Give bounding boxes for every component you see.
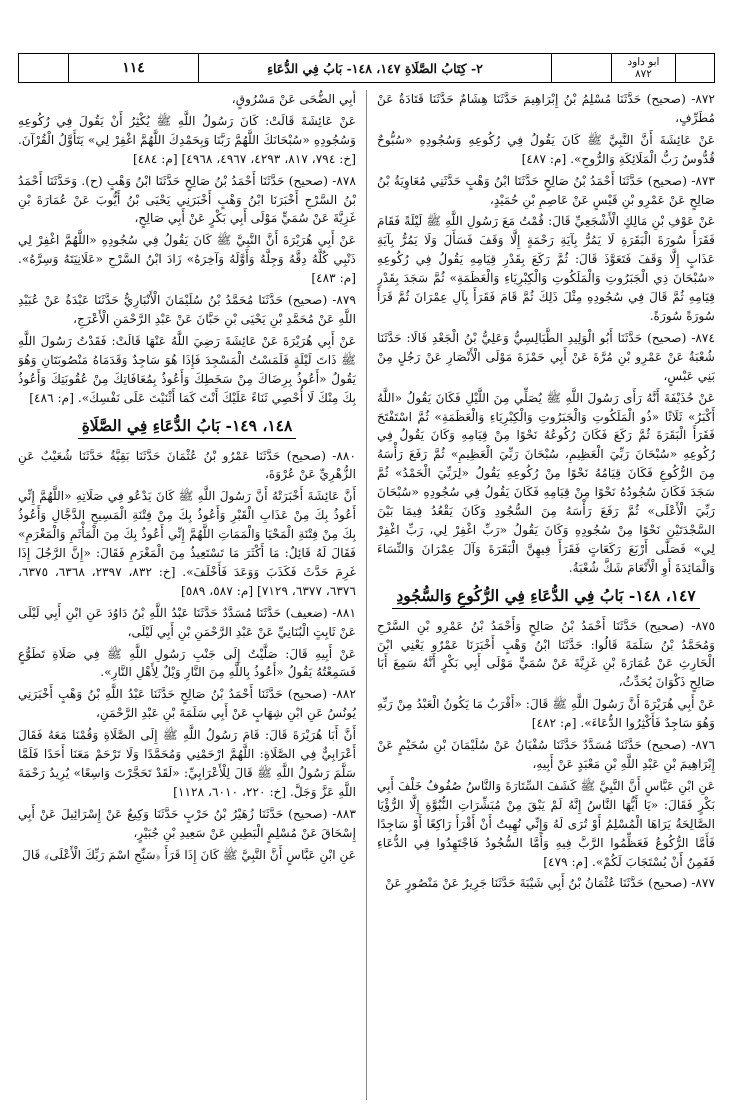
hadith-paragraph: عَنْ عَائِشَةَ قَالَتْ: كَانَ رَسُولُ اللَّهِ ﷺ يُكْثِرُ أَنْ يَقُولَ فِي رُكُوعِهِ وَسُجُودِهِ «سُبْحَانَكَ اللَّهُمَّ رَبَّنَا وَبِحَمْدِكَ اللَّهُمَّ اغْفِرْ لِي» يَتَأَوَّلُ الْقُرْآنَ. [خ: ٧٩٤، ٨١٧، ٤٢٩٣، ٤٩٦٧، ٤٩٦٨] [م: ٤٨٤] (18, 113, 356, 166)
column-divider (366, 90, 367, 1100)
hadith-paragraph: عَنْ عَوْفِ بْنِ مَالِكٍ الْأَشْجَعِيِّ قَالَ: قُمْتُ مَعَ رَسُولِ اللَّهِ ﷺ لَيْلَةً فَقَامَ فَقَرَأَ سُورَةَ الْبَقَرَةِ لَا يَمُرُّ بِآيَةِ رَحْمَةٍ إِلَّا وَقَفَ فَسَأَلَ وَلَا يَمُرُّ بِآيَةِ عَذَابٍ إِلَّا وَقَفَ فَتَعَوَّذَ قَالَ: ثُمَّ رَكَعَ بِقَدْرِ قِيَامِهِ يَقُولُ فِي رُكُوعِهِ «سُبْحَانَ ذِي الْجَبَرُوتِ وَالْمَلَكُوتِ وَالْكِبْرِيَاءِ وَالْعَظَمَةِ» ثُمَّ سَجَدَ بِقَدْرِ قِيَامِهِ ثُمَّ قَالَ فِي سُجُودِهِ مِثْلَ ذَلِكَ ثُمَّ قَامَ فَقَرَأَ بِآلِ عِمْرَانَ ثُمَّ قَرَأَ سُورَةً سُورَةً. (377, 214, 715, 323)
hadith-paragraph: عَنِ ابْنِ عَبَّاسٍ أَنَّ النَّبِيَّ ﷺ كَشَفَ السِّتَارَةَ وَالنَّاسُ صُفُوفٌ خَلْفَ أَبِي بَكْرٍ فَقَالَ: «يَا أَيُّهَا النَّاسُ إِنَّهُ لَمْ يَبْقَ مِنْ مُبَشِّرَاتِ النُّبُوَّةِ إِلَّا الرُّؤْيَا الصَّالِحَةُ يَرَاهَا الْمُسْلِمُ أَوْ تُرَى لَهُ وَإِنِّي نُهِيتُ أَنْ أَقْرَأَ رَاكِعًا أَوْ سَاجِدًا فَأَمَّا الرُّكُوعُ فَعَظِّمُوا الرَّبَّ فِيهِ وَأَمَّا السُّجُودُ فَاجْتَهِدُوا فِي الدُّعَاءِ فَقَمِنٌ أَنْ يُسْتَجَابَ لَكُمْ». [م: ٤٧٩] (377, 778, 715, 869)
hadith-paragraph: عَنْ أَبِي هُرَيْرَةَ أَنَّ رَسُولَ اللَّهِ ﷺ قَالَ: «أَقْرَبُ مَا يَكُونُ الْعَبْدُ مِنْ رَبِّهِ وَهُوَ سَاجِدٌ فَأَكْثِرُوا الدُّعَاءَ». [م: ٤٨٢] (377, 697, 715, 731)
hadith-paragraph: أَنَّ أَبَا هُرَيْرَةَ قَالَ: قَامَ رَسُولُ اللَّهِ ﷺ إِلَى الصَّلَاةِ وَقُمْنَا مَعَهُ فَقَالَ أَعْرَابِيٌّ فِي الصَّلَاةِ: اللَّهُمَّ ارْحَمْنِي وَمُحَمَّدًا وَلَا تَرْحَمْ مَعَنَا أَحَدًا فَلَمَّا سَلَّمَ رَسُولُ اللَّهِ ﷺ قَالَ لِلْأَعْرَابِيِّ: «لَقَدْ تَحَجَّرْتَ وَاسِعًا» يُرِيدُ رَحْمَةَ اللَّهِ عَزَّ وَجَلَّ. [خ: ٢٢٠، ٦٠١٠، ١١٢٨] (18, 728, 356, 799)
hadith-paragraph: أَبِي الضُّحَى عَنْ مَسْرُوقٍ، (231, 92, 356, 106)
hadith-paragraph: ٨٧٧- (صحيح) حَدَّثَنَا عُثْمَانُ بْنُ أَبِي شَيْبَةَ حَدَّثَنَا جَرِيرٌ عَنْ مَنْصُورٍ عَنْ (385, 876, 715, 891)
hadith-paragraph: ٨٧٩- (صحيح) حَدَّثَنَا مُحَمَّدُ بْنُ سُلَيْمَانَ الْأَنْبَارِيُّ حَدَّثَنَا عَبْدَةُ عَنْ عُبَيْدِ اللَّهِ عَنْ مُحَمَّدِ بْنِ يَحْيَى بْنِ حَبَّانَ عَنْ عَبْدِ الرَّحْمَنِ الْأَعْرَجِ، (18, 293, 356, 326)
chapter-heading (377, 584, 715, 609)
header-blank-cell (552, 54, 612, 82)
right-column (377, 90, 715, 1100)
hadith-paragraph: عَنِ ابْنِ عَبَّاسٍ أَنَّ النَّبِيَّ ﷺ كَانَ إِذَا قَرَأَ ﴿سَبِّحِ اسْمَ رَبِّكَ الْأَعْلَى﴾ قَالَ (21, 847, 356, 862)
hadith-paragraph: ٨٧٨- (صحيح) حَدَّثَنَا أَحْمَدُ بْنُ صَالِحٍ حَدَّثَنَا ابْنُ وَهْبٍ (ح). وَحَدَّثَنَا أَحْمَدُ بْنُ السَّرْحِ أَخْبَرَنَا ابْنُ وَهْبٍ أَخْبَرَنِي يَحْيَى بْنُ أَيُّوبَ عَنْ عُمَارَةَ بْنِ غَزِيَّةَ عَنْ سُمَيٍّ مَوْلَى أَبِي بَكْرٍ عَنْ أَبِي صَالِحٍ، (18, 173, 356, 226)
hadith-paragraph: أَنَّ عَائِشَةَ أَخْبَرَتْهُ أَنَّ رَسُولَ اللَّهِ ﷺ كَانَ يَدْعُو فِي صَلَاتِهِ «اللَّهُمَّ إِنِّي أَعُوذُ بِكَ مِنْ عَذَابِ الْقَبْرِ وَأَعُوذُ بِكَ مِنْ فِتْنَةِ الْمَسِيحِ الدَّجَّالِ وَأَعُوذُ بِكَ مِنْ فِتْنَةِ الْمَحْيَا وَالْمَمَاتِ اللَّهُمَّ إِنِّي أَعُوذُ بِكَ مِنَ الْمَأْثَمِ وَالْمَغْرَمِ» فَقَالَ لَهُ قَائِلٌ: مَا أَكْثَرَ مَا تَسْتَعِيذُ مِنَ الْمَغْرَمِ فَقَالَ: «إِنَّ الرَّجُلَ إِذَا غَرِمَ حَدَّثَ فَكَذَبَ وَوَعَدَ فَأَخْلَفَ». [خ: ٨٣٢، ٢٣٩٧، ٦٣٦٨، ٦٣٧٥، ٦٣٧٦، ٦٣٧٧، ٧١٢٩] [م: ٥٨٧، ٥٨٩] (18, 489, 356, 598)
hadith-paragraph: عَنْ أَبِي هُرَيْرَةَ عَنْ عَائِشَةَ رَضِيَ اللَّهُ عَنْهَا قَالَتْ: فَقَدْتُ رَسُولَ اللَّهِ ﷺ ذَاتَ لَيْلَةٍ فَلَمَسْتُ الْمَسْجِدَ فَإِذَا هُوَ سَاجِدٌ وَقَدَمَاهُ مَنْصُوبَتَانِ وَهُوَ يَقُولُ «أَعُوذُ بِرِضَاكَ مِنْ سَخَطِكَ وَأَعُوذُ بِمُعَافَاتِكَ مِنْ عُقُوبَتِكَ وَأَعُوذُ بِكَ مِنْكَ لَا أُحْصِي ثَنَاءً عَلَيْكَ أَنْتَ كَمَا أَثْنَيْتَ عَلَى نَفْسِكَ». [م: ٤٨٦] (18, 333, 356, 405)
hadith-paragraph: ٨٨٢- (صحيح) حَدَّثَنَا أَحْمَدُ بْنُ صَالِحٍ حَدَّثَنَا عَبْدُ اللَّهِ بْنُ وَهْبٍ أَخْبَرَنِي يُونُسُ عَنِ ابْنِ شِهَابٍ عَنْ أَبِي سَلَمَةَ بْنِ عَبْدِ الرَّحْمَنِ، (18, 687, 356, 721)
text-columns (18, 90, 715, 1100)
hadith-paragraph: ٨٧٢- (صحيح) حَدَّثَنَا مُسْلِمُ بْنُ إِبْرَاهِيمَ حَدَّثَنَا هِشَامٌ حَدَّثَنَا قَتَادَةُ عَنْ مُطَرِّفٍ، (377, 92, 715, 125)
hadith-range: ٨٧٢ (635, 68, 652, 80)
hadith-paragraph: ٨٧٣- (صحيح) حَدَّثَنَا أَحْمَدُ بْنُ صَالِحٍ حَدَّثَنَا ابْنُ وَهْبٍ حَدَّثَنِي مُعَاوِيَةُ بْنُ صَالِحٍ عَنْ عَمْرِو بْنِ قَيْسٍ عَنْ عَاصِمِ بْنِ حُمَيْدٍ، (377, 173, 715, 207)
hadith-paragraph: عَنْ أَبِي هُرَيْرَةَ أَنَّ النَّبِيَّ ﷺ كَانَ يَقُولُ فِي سُجُودِهِ «اللَّهُمَّ اغْفِرْ لِي ذَنْبِي كُلَّهُ دِقَّهُ وَجِلَّهُ وَأَوَّلَهُ وَآخِرَهُ» زَادَ ابْنُ السَّرْحِ «عَلَانِيَتَهُ وَسِرَّهُ». [م: ٤٨٣] (18, 233, 356, 286)
hadith-paragraph: ٨٧٤- (صحيح) حَدَّثَنَا أَبُو الْوَلِيدِ الطَّيَالِسِيُّ وَعَلِيُّ بْنُ الْجَعْدِ قَالَا: حَدَّثَنَا شُعْبَةُ عَنْ عَمْرِو بْنِ مُرَّةَ عَنْ أَبِي حَمْزَةَ مَوْلَى الْأَنْصَارِ عَنْ رَجُلٍ مِنْ بَنِي عَبْسٍ، (377, 330, 715, 383)
hadith-paragraph: عَنْ حُذَيْفَةَ أَنَّهُ رَأَى رَسُولَ اللَّهِ ﷺ يُصَلِّي مِنَ اللَّيْلِ فَكَانَ يَقُولُ «اللَّهُ أَكْبَرُ» ثَلَاثًا «ذُو الْمَلَكُوتِ وَالْجَبَرُوتِ وَالْكِبْرِيَاءِ وَالْعَظَمَةِ» ثُمَّ اسْتَفْتَحَ فَقَرَأَ الْبَقَرَةَ ثُمَّ رَكَعَ فَكَانَ رُكُوعُهُ نَحْوًا مِنْ قِيَامِهِ وَكَانَ يَقُولُ فِي رُكُوعِهِ «سُبْحَانَ رَبِّيَ الْعَظِيمِ، سُبْحَانَ رَبِّيَ الْعَظِيمِ» ثُمَّ رَفَعَ رَأْسَهُ مِنَ الرُّكُوعِ فَكَانَ قِيَامُهُ نَحْوًا مِنْ رُكُوعِهِ يَقُولُ «لِرَبِّيَ الْحَمْدُ» ثُمَّ سَجَدَ فَكَانَ سُجُودُهُ نَحْوًا مِنْ قِيَامِهِ فَكَانَ يَقُولُ فِي سُجُودِهِ «سُبْحَانَ رَبِّيَ الْأَعْلَى» ثُمَّ رَفَعَ رَأْسَهُ مِنَ السُّجُودِ وَكَانَ يَقْعُدُ فِيمَا بَيْنَ السَّجْدَتَيْنِ نَحْوًا مِنْ سُجُودِهِ وَكَانَ يَقُولُ «رَبِّ اغْفِرْ لِي، رَبِّ اغْفِرْ لِي» فَصَلَّى أَرْبَعَ رَكَعَاتٍ فَقَرَأَ فِيهِنَّ الْبَقَرَةَ وَآلَ عِمْرَانَ وَالنِّسَاءَ وَالْمَائِدَةَ أَوِ الْأَنْعَامَ شَكَّ شُعْبَةُ. (377, 390, 715, 575)
hadith-paragraph: ٨٨٣- (صحيح) حَدَّثَنَا زُهَيْرُ بْنُ حَرْبٍ حَدَّثَنَا وَكِيعٌ عَنْ إِسْرَائِيلَ عَنْ أَبِي إِسْحَاقَ عَنْ مُسْلِمٍ الْبَطِينِ عَنْ سَعِيدِ بْنِ جُبَيْرٍ، (18, 806, 356, 840)
hadith-paragraph: ٨٨٠- (صحيح) حَدَّثَنَا عَمْرُو بْنُ عُثْمَانَ حَدَّثَنَا بَقِيَّةُ حَدَّثَنَا شُعَيْبٌ عَنِ الزُّهْرِيِّ عَنْ عُرْوَةَ، (18, 448, 356, 482)
hadith-paragraph: عَنْ عَائِشَةَ أَنَّ النَّبِيَّ ﷺ كَانَ يَقُولُ فِي رُكُوعِهِ وَسُجُودِهِ «سُبُّوحٌ قُدُّوسٌ رَبُّ الْمَلَائِكَةِ وَالرُّوحِ». [م: ٤٨٧] (377, 132, 715, 166)
hadith-paragraph: عَنْ أَبِيهِ قَالَ: صَلَّيْتُ إِلَى جَنْبِ رَسُولِ اللَّهِ ﷺ فِي صَلَاةِ تَطَوُّعٍ فَسَمِعْتُهُ يَقُولُ «أَعُوذُ بِاللَّهِ مِنَ النَّارِ وَيْلٌ لِأَهْلِ النَّارِ». (18, 646, 356, 680)
chapter-heading-text: ١٤٧، ١٤٨- بَابُ فِي الدُّعَاءِ فِي الرُّكُوعِ وَالسُّجُودِ (392, 584, 699, 609)
running-title: ٢- كِتَابُ الصَّلَاةِ ١٤٧، ١٤٨- بَابُ فِي الدُّعَاءِ (199, 54, 552, 82)
book-name: ابو داود (627, 56, 660, 68)
left-column (18, 90, 356, 1100)
hadith-paragraph: ٨٧٦- (صحيح) حَدَّثَنَا مُسَدَّدٌ حَدَّثَنَا سُفْيَانُ عَنْ سُلَيْمَانَ بْنِ سُحَيْمٍ عَنْ إِبْرَاهِيمَ بْنِ عَبْدِ اللَّهِ بْنِ مَعْبَدٍ عَنْ أَبِيهِ، (377, 738, 715, 771)
hadith-paragraph: ٨٧٥- (صحيح) حَدَّثَنَا أَحْمَدُ بْنُ صَالِحٍ وَأَحْمَدُ بْنُ عَمْرِو بْنِ السَّرْحِ وَمُحَمَّدُ بْنُ سَلَمَةَ قَالُوا: حَدَّثَنَا ابْنُ وَهْبٍ أَخْبَرَنَا عَمْرٌو يَعْنِي ابْنَ الْحَارِثِ عَنْ عُمَارَةَ بْنِ غَزِيَّةَ عَنْ سُمَيٍّ مَوْلَى أَبِي بَكْرٍ أَنَّهُ سَمِعَ أَبَا صَالِحٍ ذَكْوَانَ يُحَدِّثُ، (377, 618, 715, 690)
book-info (612, 54, 676, 82)
page-header (18, 53, 715, 83)
header-blank-cell (19, 54, 69, 82)
chapter-heading-text: ١٤٨، ١٤٩- بَابُ الدُّعَاءِ فِي الصَّلَاةِ (78, 414, 297, 439)
page-number: ١١٤ (69, 54, 199, 82)
chapter-heading (18, 414, 356, 439)
hadith-paragraph: ٨٨١- (ضعيف) حَدَّثَنَا مُسَدَّدٌ حَدَّثَنَا عَبْدُ اللَّهِ بْنُ دَاوُدَ عَنِ ابْنِ أَبِي لَيْلَى عَنْ ثَابِتٍ الْبُنَانِيِّ عَنْ عَبْدِ الرَّحْمَنِ بْنِ أَبِي لَيْلَى، (18, 605, 356, 639)
header-blank-cell (676, 54, 714, 82)
